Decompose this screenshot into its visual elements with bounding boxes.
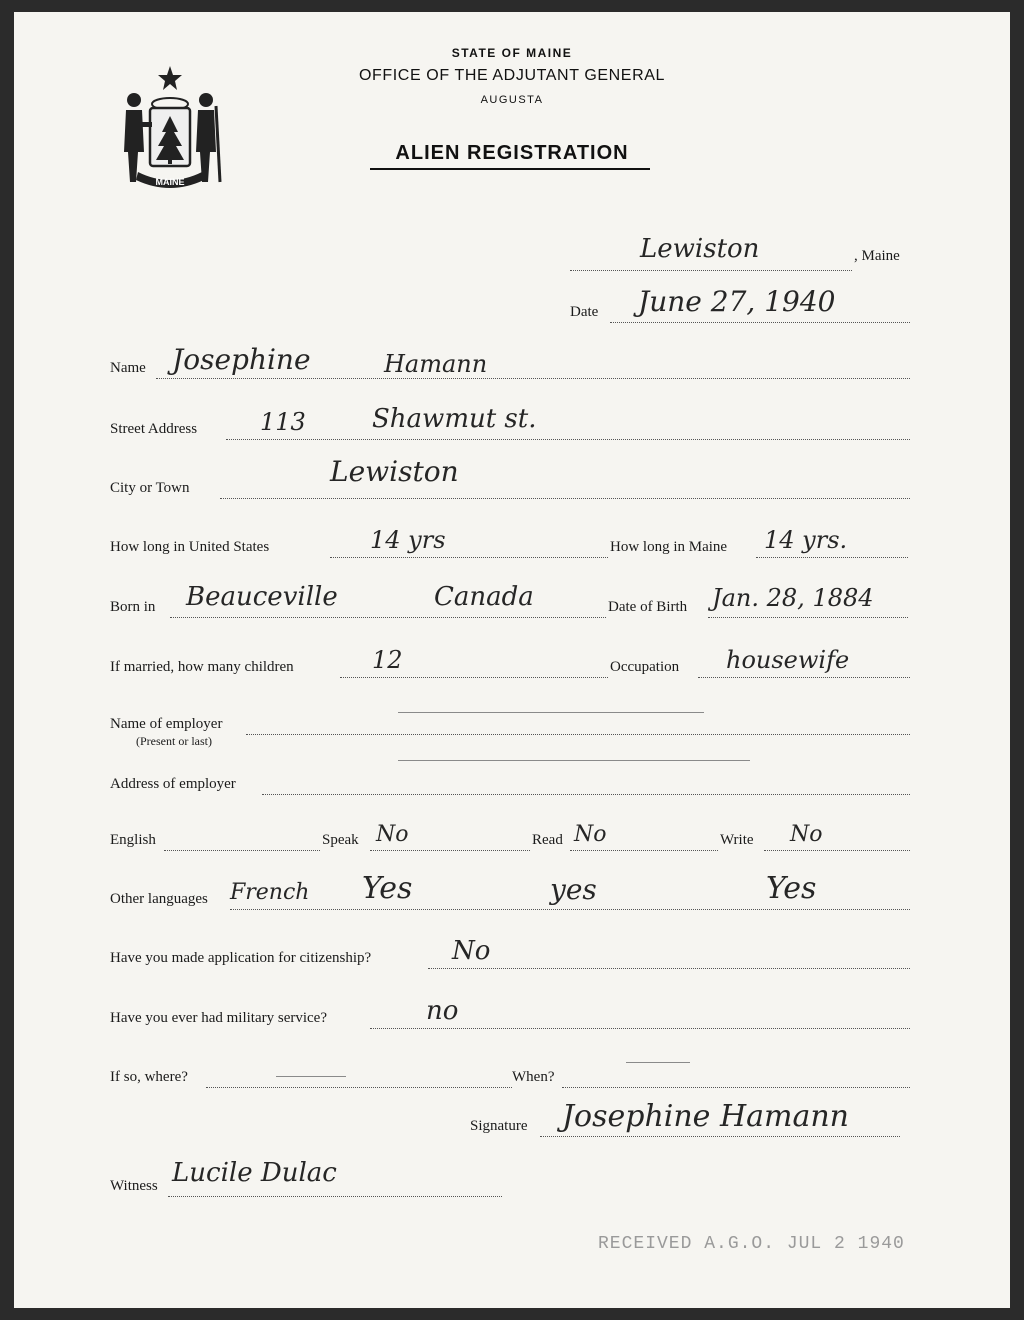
- born-label: Born in: [110, 599, 156, 615]
- registration-form: [14, 12, 1010, 1308]
- born-country-value[interactable]: Canada: [434, 582, 534, 612]
- other-language-value[interactable]: French: [230, 880, 310, 905]
- signature-value[interactable]: Josephine Hamann: [562, 1099, 849, 1134]
- employer-dash[interactable]: [398, 712, 704, 713]
- name-last-value[interactable]: Hamann: [384, 350, 488, 378]
- employer-address-line: [262, 794, 910, 795]
- read-label: Read: [532, 832, 563, 848]
- date-value[interactable]: June 27, 1940: [638, 285, 836, 318]
- state-seal-icon: [114, 60, 226, 200]
- state-heading: STATE OF MAINE: [451, 46, 573, 60]
- speak-value[interactable]: No: [376, 822, 409, 847]
- citizenship-value[interactable]: No: [452, 936, 491, 966]
- military-line: [370, 1028, 910, 1029]
- maine-label: , Maine: [854, 248, 900, 264]
- occupation-value[interactable]: housewife: [726, 646, 850, 674]
- street-label: Street Address: [110, 421, 198, 437]
- street-number-value[interactable]: 113: [260, 408, 306, 436]
- other-speak-value[interactable]: Yes: [362, 871, 413, 906]
- when-label: When?: [512, 1069, 555, 1085]
- english-line: [164, 850, 320, 851]
- office-heading: OFFICE OF THE ADJUTANT GENERAL: [358, 67, 666, 84]
- english-label: English: [110, 832, 156, 848]
- svg-text:MAINE: MAINE: [155, 177, 185, 187]
- speak-label: Speak: [322, 832, 359, 848]
- signature-label: Signature: [470, 1118, 528, 1134]
- when-dash[interactable]: [626, 1062, 690, 1063]
- where-line: [206, 1087, 512, 1088]
- name-label: Name: [110, 360, 146, 376]
- witness-value[interactable]: Lucile Dulac: [172, 1158, 337, 1188]
- street-line: [226, 439, 910, 440]
- maine-long-line: [756, 557, 908, 558]
- employer-line: [246, 734, 910, 735]
- dob-value[interactable]: Jan. 28, 1884: [712, 584, 874, 612]
- signature-line: [540, 1136, 900, 1137]
- town-value[interactable]: Lewiston: [640, 234, 760, 264]
- title-underline: [370, 168, 650, 170]
- military-value[interactable]: no: [426, 996, 459, 1026]
- name-line: [156, 378, 910, 379]
- date-line: [610, 322, 910, 323]
- city-label: City or Town: [110, 480, 190, 496]
- married-label: If married, how many children: [110, 659, 294, 675]
- witness-label: Witness: [110, 1178, 158, 1194]
- children-value[interactable]: 12: [372, 646, 403, 674]
- read-line: [570, 850, 718, 851]
- city-line: [220, 498, 910, 499]
- other-languages-label: Other languages: [110, 891, 208, 907]
- town-line: [570, 270, 852, 271]
- city-value[interactable]: Lewiston: [330, 455, 459, 488]
- dob-line: [708, 617, 908, 618]
- employer-address-dash[interactable]: [398, 760, 750, 761]
- write-value[interactable]: No: [790, 822, 823, 847]
- dob-label: Date of Birth: [608, 599, 688, 615]
- military-label: Have you ever had military service?: [110, 1010, 327, 1026]
- other-write-value[interactable]: Yes: [766, 871, 817, 906]
- write-line: [764, 850, 910, 851]
- citizenship-line: [428, 968, 910, 969]
- citizenship-label: Have you made application for citizenship?: [110, 950, 372, 966]
- where-dash[interactable]: [276, 1076, 346, 1077]
- married-line: [340, 677, 608, 678]
- read-value[interactable]: No: [574, 822, 607, 847]
- us-line: [330, 557, 608, 558]
- city-heading: AUGUSTA: [480, 94, 544, 106]
- occupation-label: Occupation: [610, 659, 680, 675]
- occupation-line: [698, 677, 910, 678]
- born-line: [170, 617, 606, 618]
- other-languages-line: [230, 909, 910, 910]
- employer-label: Name of employer: [110, 716, 223, 732]
- street-name-value[interactable]: Shawmut st.: [372, 404, 537, 434]
- maine-long-label: How long in Maine: [610, 539, 728, 555]
- us-label: How long in United States: [110, 539, 270, 555]
- maine-long-value[interactable]: 14 yrs.: [764, 526, 848, 554]
- date-label: Date: [570, 304, 599, 320]
- born-place-value[interactable]: Beauceville: [186, 582, 338, 612]
- other-read-value[interactable]: yes: [550, 873, 597, 906]
- employer-sub-label: (Present or last): [136, 734, 212, 748]
- speak-line: [370, 850, 530, 851]
- write-label: Write: [720, 832, 754, 848]
- when-line: [562, 1087, 910, 1088]
- witness-line: [168, 1196, 502, 1197]
- received-stamp: RECEIVED A.G.O. JUL 2 1940: [598, 1234, 905, 1254]
- where-label: If so, where?: [110, 1069, 188, 1085]
- name-first-value[interactable]: Josephine: [172, 343, 311, 376]
- us-value[interactable]: 14 yrs: [370, 526, 446, 554]
- employer-address-label: Address of employer: [110, 776, 236, 792]
- form-title: ALIEN REGISTRATION: [395, 142, 629, 164]
